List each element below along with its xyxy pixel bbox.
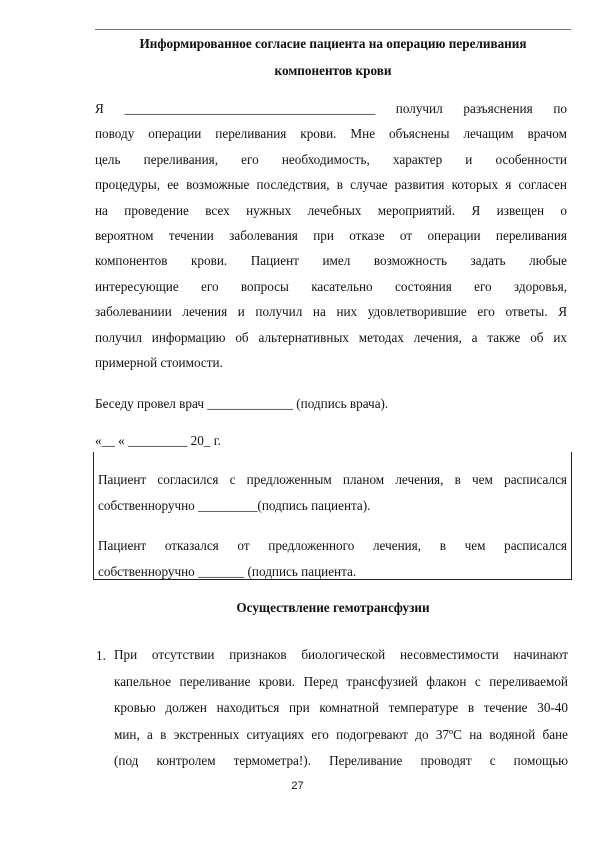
date-line: «__ « _________ 20_ г. (95, 433, 221, 448)
consent-line: цель переливания, его необходимость, характер и особенности (95, 151, 567, 167)
consent-line: поводу операции переливания крови. Мне объяснены лечащим врачом (95, 126, 567, 142)
patient-decision-box (93, 452, 572, 580)
list-item (114, 642, 568, 775)
consent-line: интересующие его вопросы касательно состояния его здоровья, (95, 278, 567, 294)
list-item-number: 1. (96, 648, 106, 663)
consent-paragraph (95, 96, 567, 375)
refuse-line-2: собственноручно _______ (подпись пациента. (98, 564, 357, 579)
agree-line-2: собственноручно _________(подпись пациента). (98, 498, 371, 513)
doctor-signature-line: Беседу провел врач _____________ (подпись врача). (95, 396, 389, 411)
section-title: Осуществление гемотрансфузии (236, 600, 430, 615)
list-item-line: кровью должен находиться при комнатной температуре в течение 30-40 (114, 700, 568, 716)
consent-line: Я ______________________________________ получил разъяснения по (95, 101, 567, 116)
agree-line-1: Пациент согласился с предложенным планом лечения, в чем расписался (98, 472, 567, 487)
list-item-line: (под контролем термометра!). Переливание проводят с помощью (114, 753, 568, 769)
consent-line: получил информацию об альтернативных методах лечения, а также об их (95, 329, 567, 345)
consent-line: заболеваниии лечения и получил на них удовлетворившие его ответы. Я (95, 304, 567, 320)
document-title-line-1: Информированное согласие пациента на операцию переливания (139, 36, 527, 51)
consent-line: вероятном течении заболевания при отказе от операции переливания (95, 228, 567, 244)
refuse-line-1: Пациент отказался от предложенного лечения, в чем расписался (98, 538, 567, 553)
document-title-line-2: компонентов крови (274, 63, 392, 78)
list-item-line: капельное переливание крови. Перед трансфузией флакон с переливаемой (114, 673, 568, 689)
consent-line: процедуры, ее возможные последствия, в случае развития которых я согласен (95, 177, 567, 193)
consent-line: на проведение всех нужных лечебных мероприятий. Я извещен о (95, 202, 567, 218)
consent-line: компонентов крови. Пациент имел возможность задать любые (95, 253, 567, 269)
list-item-line: мин, а в экстренных ситуациях его подогревают до 37ºС на водяной бане (114, 726, 568, 742)
list-item-line: При отсутствии признаков биологической несовместимости начинают (114, 647, 568, 662)
consent-line: примерной стоимости. (95, 355, 223, 371)
page-number: 27 (291, 780, 304, 792)
top-rule (95, 29, 571, 30)
